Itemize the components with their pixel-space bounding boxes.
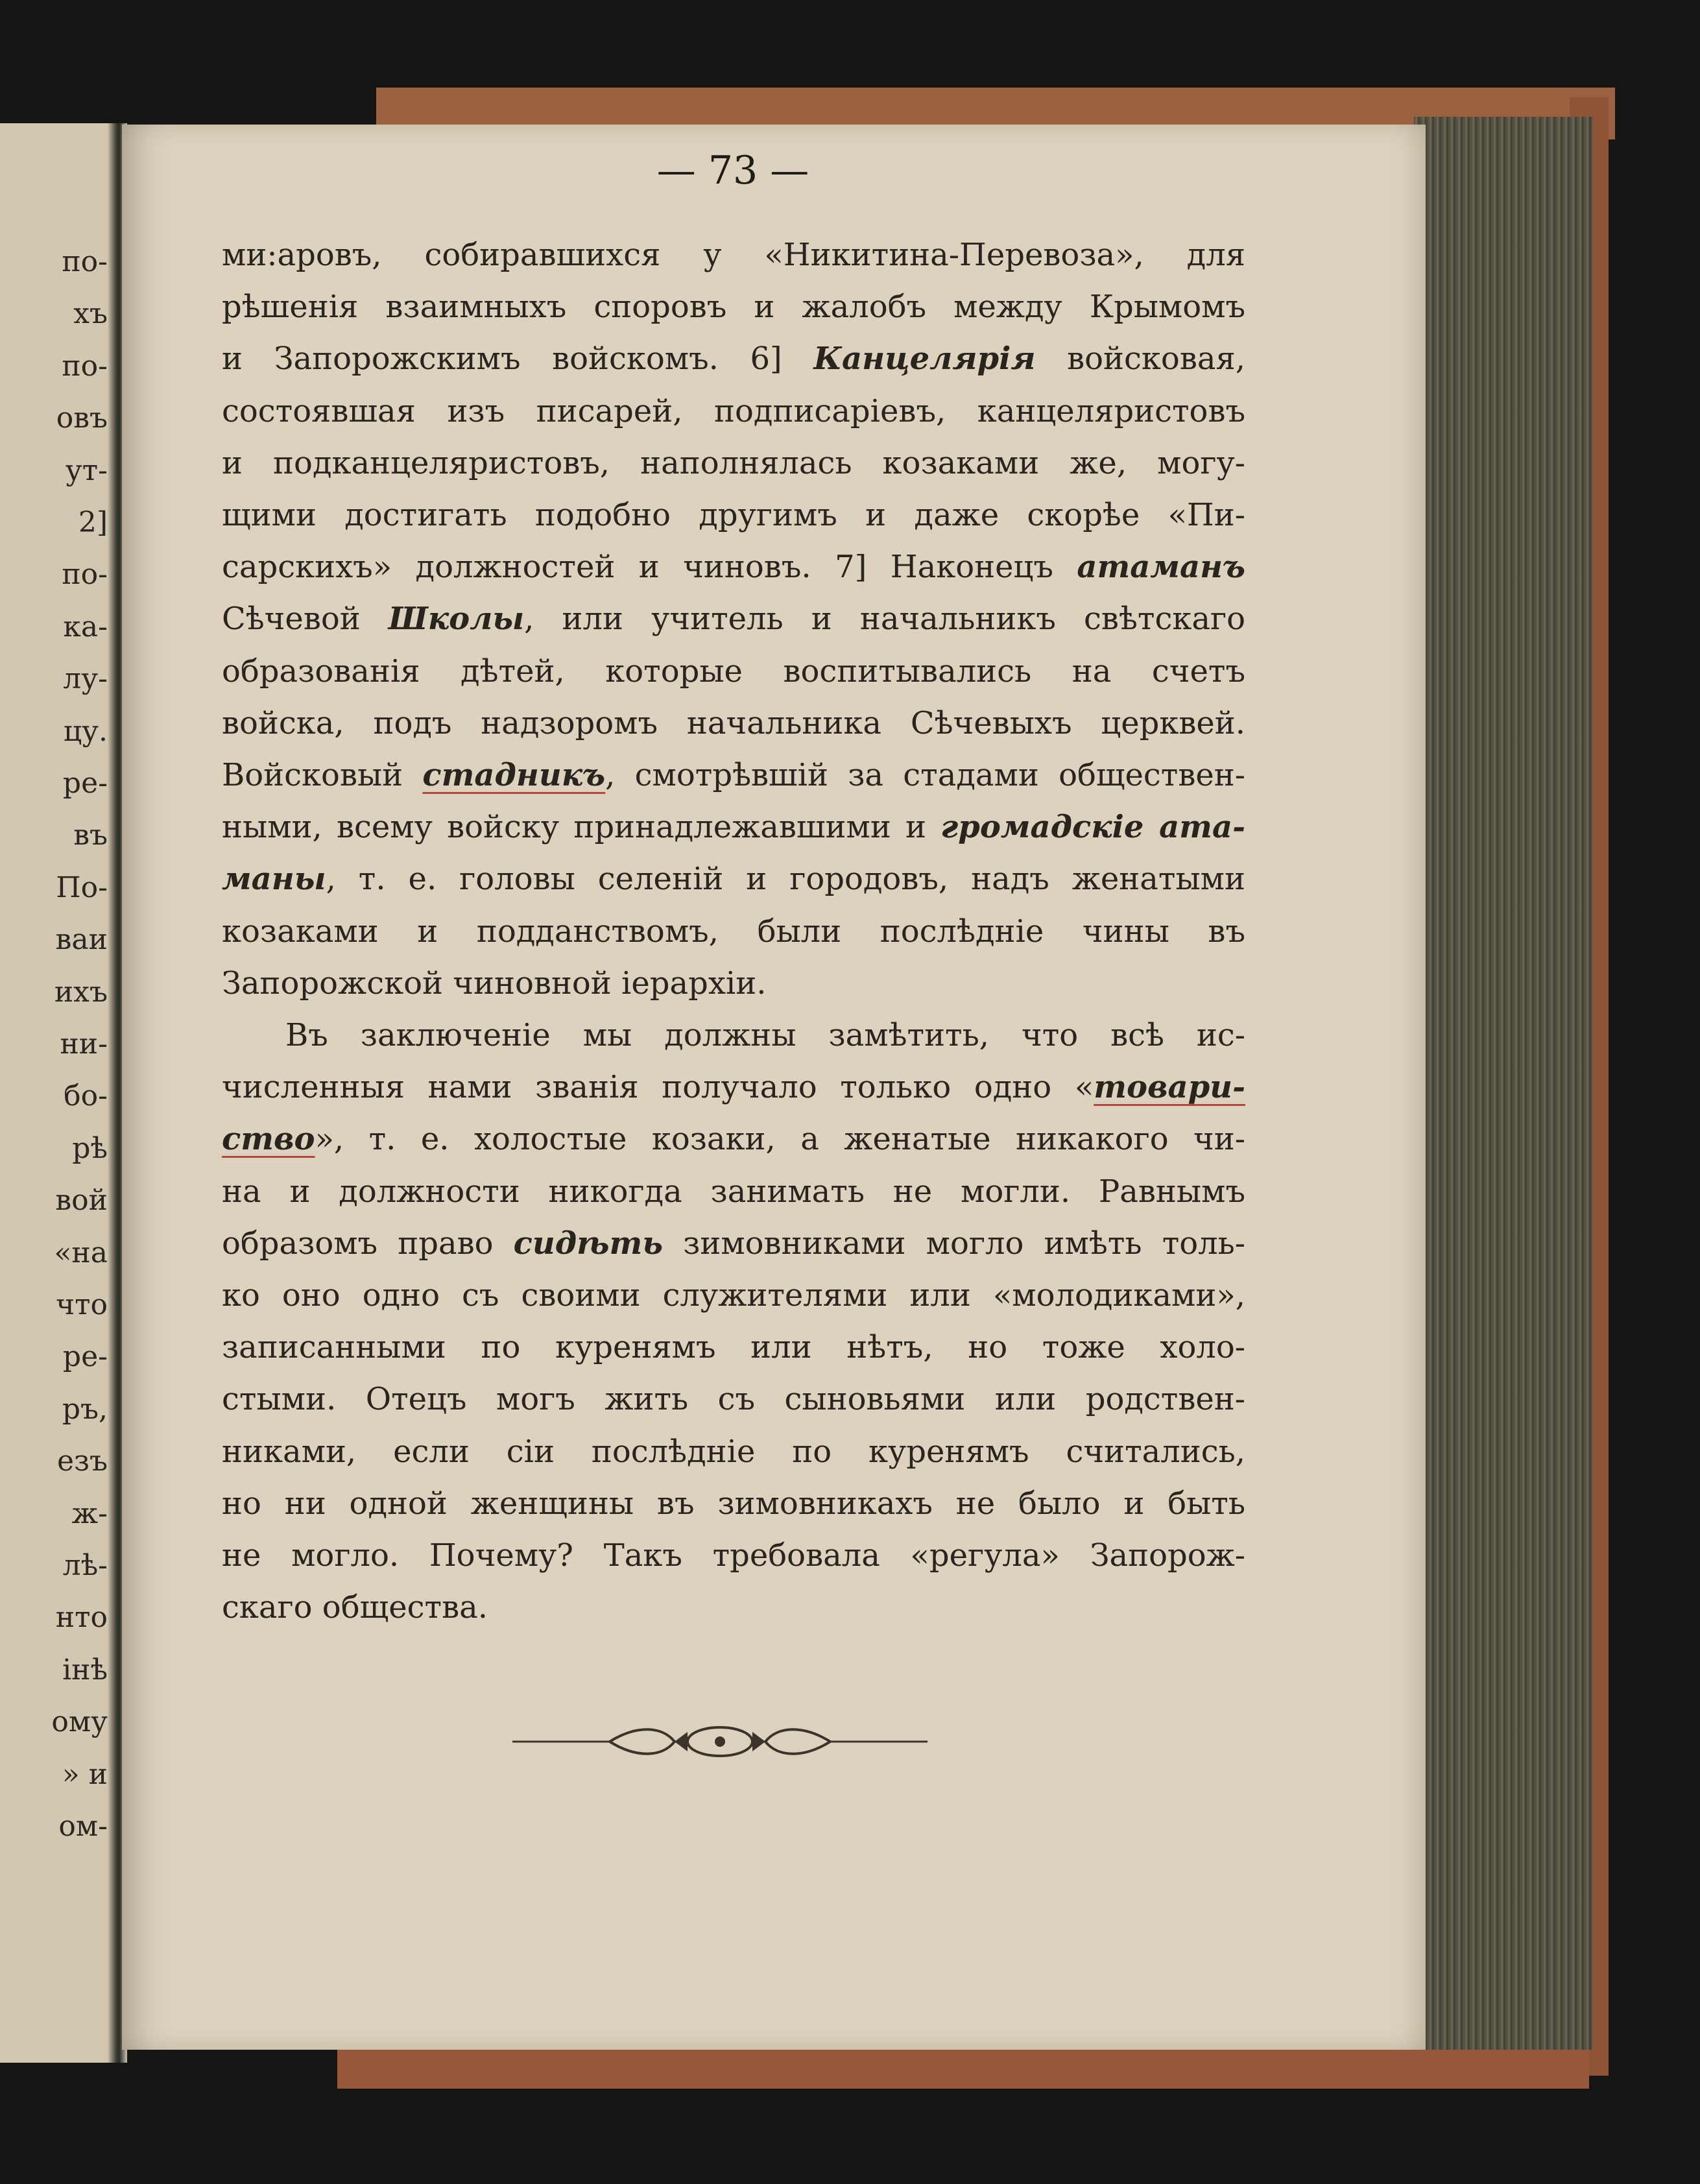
page-block-edges (1414, 117, 1592, 2050)
emphasized-term: ство (222, 1121, 315, 1158)
left-page-text-fragment: ихъ (54, 975, 108, 1009)
emphasized-term: товари- (1094, 1069, 1245, 1106)
emphasized-term: стадникъ (422, 757, 606, 793)
left-page-text-fragment: по- (62, 558, 108, 592)
ornament-divider (512, 1719, 928, 1764)
text-line: скаго общества. (222, 1589, 488, 1626)
text-run: и Запорожскимъ войскомъ. 6] (222, 341, 814, 378)
text-run: образомъ право (222, 1225, 514, 1262)
text-line: Запорожской чиновной іерархіи. (222, 965, 767, 1002)
emphasized-term: Школы (388, 601, 525, 638)
text-line (222, 547, 1245, 587)
text-line (222, 859, 1245, 899)
left-page-text-fragment: По- (56, 870, 108, 904)
text-line: состоявшая изъ писарей, подписаріевъ, канцеляристовъ (222, 392, 1245, 429)
text-run: , т. е. головы селеній и городовъ, надъ женатыми (326, 861, 1245, 898)
left-page-text-fragment: ут- (65, 453, 108, 487)
left-page-text-fragment: ръ, (62, 1392, 108, 1426)
text-line: образованія дѣтей, которые воспитывались на счетъ (222, 653, 1245, 690)
text-line (222, 1119, 1245, 1159)
left-page-text-fragment: «на (54, 1236, 108, 1269)
text-run: ными, всему войску принадлежавшими и (222, 809, 941, 846)
text-line (222, 1067, 1245, 1107)
text-line: войска, подъ надзоромъ начальника Сѣчевыхъ церквей. (222, 704, 1245, 741)
emphasized-term: маны (222, 861, 326, 898)
text-line: Въ заключеніе мы должны замѣтить, что всѣ ис- (285, 1017, 1245, 1053)
left-page-text-fragment: езъ (56, 1445, 108, 1478)
left-page-text-fragment: ом- (58, 1810, 108, 1843)
left-page-text-fragment: ому (51, 1705, 108, 1739)
left-page-text-fragment: по- (62, 245, 108, 278)
text-line (222, 807, 1245, 847)
left-page-text-fragment: інѣ (62, 1653, 108, 1686)
text-line: не могло. Почему? Такъ требовала «регула» Запорож- (222, 1537, 1245, 1574)
left-page-text-fragment: ре- (62, 1340, 108, 1374)
left-page-text-fragment: лу- (63, 662, 108, 696)
left-page-text-fragment: 2] (78, 506, 108, 539)
left-page-text-fragment: вой (55, 1184, 108, 1218)
text-line (222, 755, 1245, 795)
text-line: и подканцеляристовъ, наполнялась козаками же, могу- (222, 444, 1245, 481)
text-line: козаками и подданствомъ, были послѣдніе чины въ (222, 913, 1245, 950)
text-run: сарскихъ» должностей и чиновъ. 7] Наконецъ (222, 549, 1077, 586)
left-page-text-fragment: что (56, 1288, 108, 1321)
text-line: записанными по куренямъ или нѣтъ, но тоже холо- (222, 1329, 1245, 1366)
left-page-text-fragment: хъ (73, 297, 108, 331)
left-page-text-fragment: рѣ (72, 1131, 108, 1165)
emphasized-term: громадскіе ата- (940, 809, 1245, 846)
text-run: », т. е. холостые козаки, а женатые никакого чи- (315, 1121, 1245, 1158)
text-line: но ни одной женщины въ зимовникахъ не было и быть (222, 1485, 1245, 1522)
emphasized-term: Канцелярія (813, 341, 1036, 378)
left-page-text-fragment: ка- (63, 610, 108, 643)
text-run: Войсковый (222, 757, 423, 793)
left-page-text-fragment: ни- (60, 1027, 108, 1061)
left-page-text-fragment: » и (62, 1757, 108, 1791)
text-line: на и должности никогда занимать не могли. Равнымъ (222, 1173, 1245, 1210)
left-page-text-fragment: лѣ- (62, 1549, 108, 1582)
emphasized-term: сидѣть (513, 1225, 663, 1262)
text-run: , или учитель и начальникъ свѣтскаго (524, 601, 1245, 638)
text-run: войсковая, (1035, 341, 1246, 378)
left-page-text-fragment: овъ (56, 402, 108, 435)
text-line: стыми. Отецъ могъ жить съ сыновьями или родствен- (222, 1381, 1245, 1418)
text-line: ми:аровъ, собиравшихся у «Никитина-Перевоза», для (222, 237, 1245, 273)
emphasized-term: атаманъ (1077, 549, 1245, 586)
text-line: рѣшенія взаимныхъ споровъ и жалобъ между Крымомъ (222, 289, 1245, 326)
text-run: зимовниками могло имѣть толь- (663, 1225, 1245, 1262)
left-page-text-fragment: бо- (64, 1079, 108, 1113)
left-page-text-fragment: ре- (62, 767, 108, 800)
text-line: никами, если сіи послѣдніе по куренямъ считались, (222, 1433, 1245, 1470)
left-page-text-fragment: по- (62, 349, 108, 383)
left-page-text-fragment: нто (55, 1601, 108, 1635)
text-line: ко оно одно съ своими служителями или «молодиками», (222, 1277, 1245, 1314)
left-page-text-fragment: ваи (55, 923, 108, 957)
left-page-text-fragment: ж- (71, 1496, 108, 1530)
page-number: — 73 — (656, 148, 809, 193)
text-line (222, 1223, 1245, 1264)
text-run: Сѣчевой (222, 601, 389, 638)
left-page-text-fragment: цу. (63, 714, 108, 748)
left-page-text-fragment: въ (73, 819, 108, 852)
text-line (222, 599, 1245, 639)
text-line (222, 339, 1245, 379)
text-run: , смотрѣвшій за стадами обществен- (605, 757, 1245, 793)
text-run: численныя нами званія получало только одно « (222, 1069, 1094, 1106)
text-line: щими достигать подобно другимъ и даже скорѣе «Пи- (222, 497, 1245, 533)
